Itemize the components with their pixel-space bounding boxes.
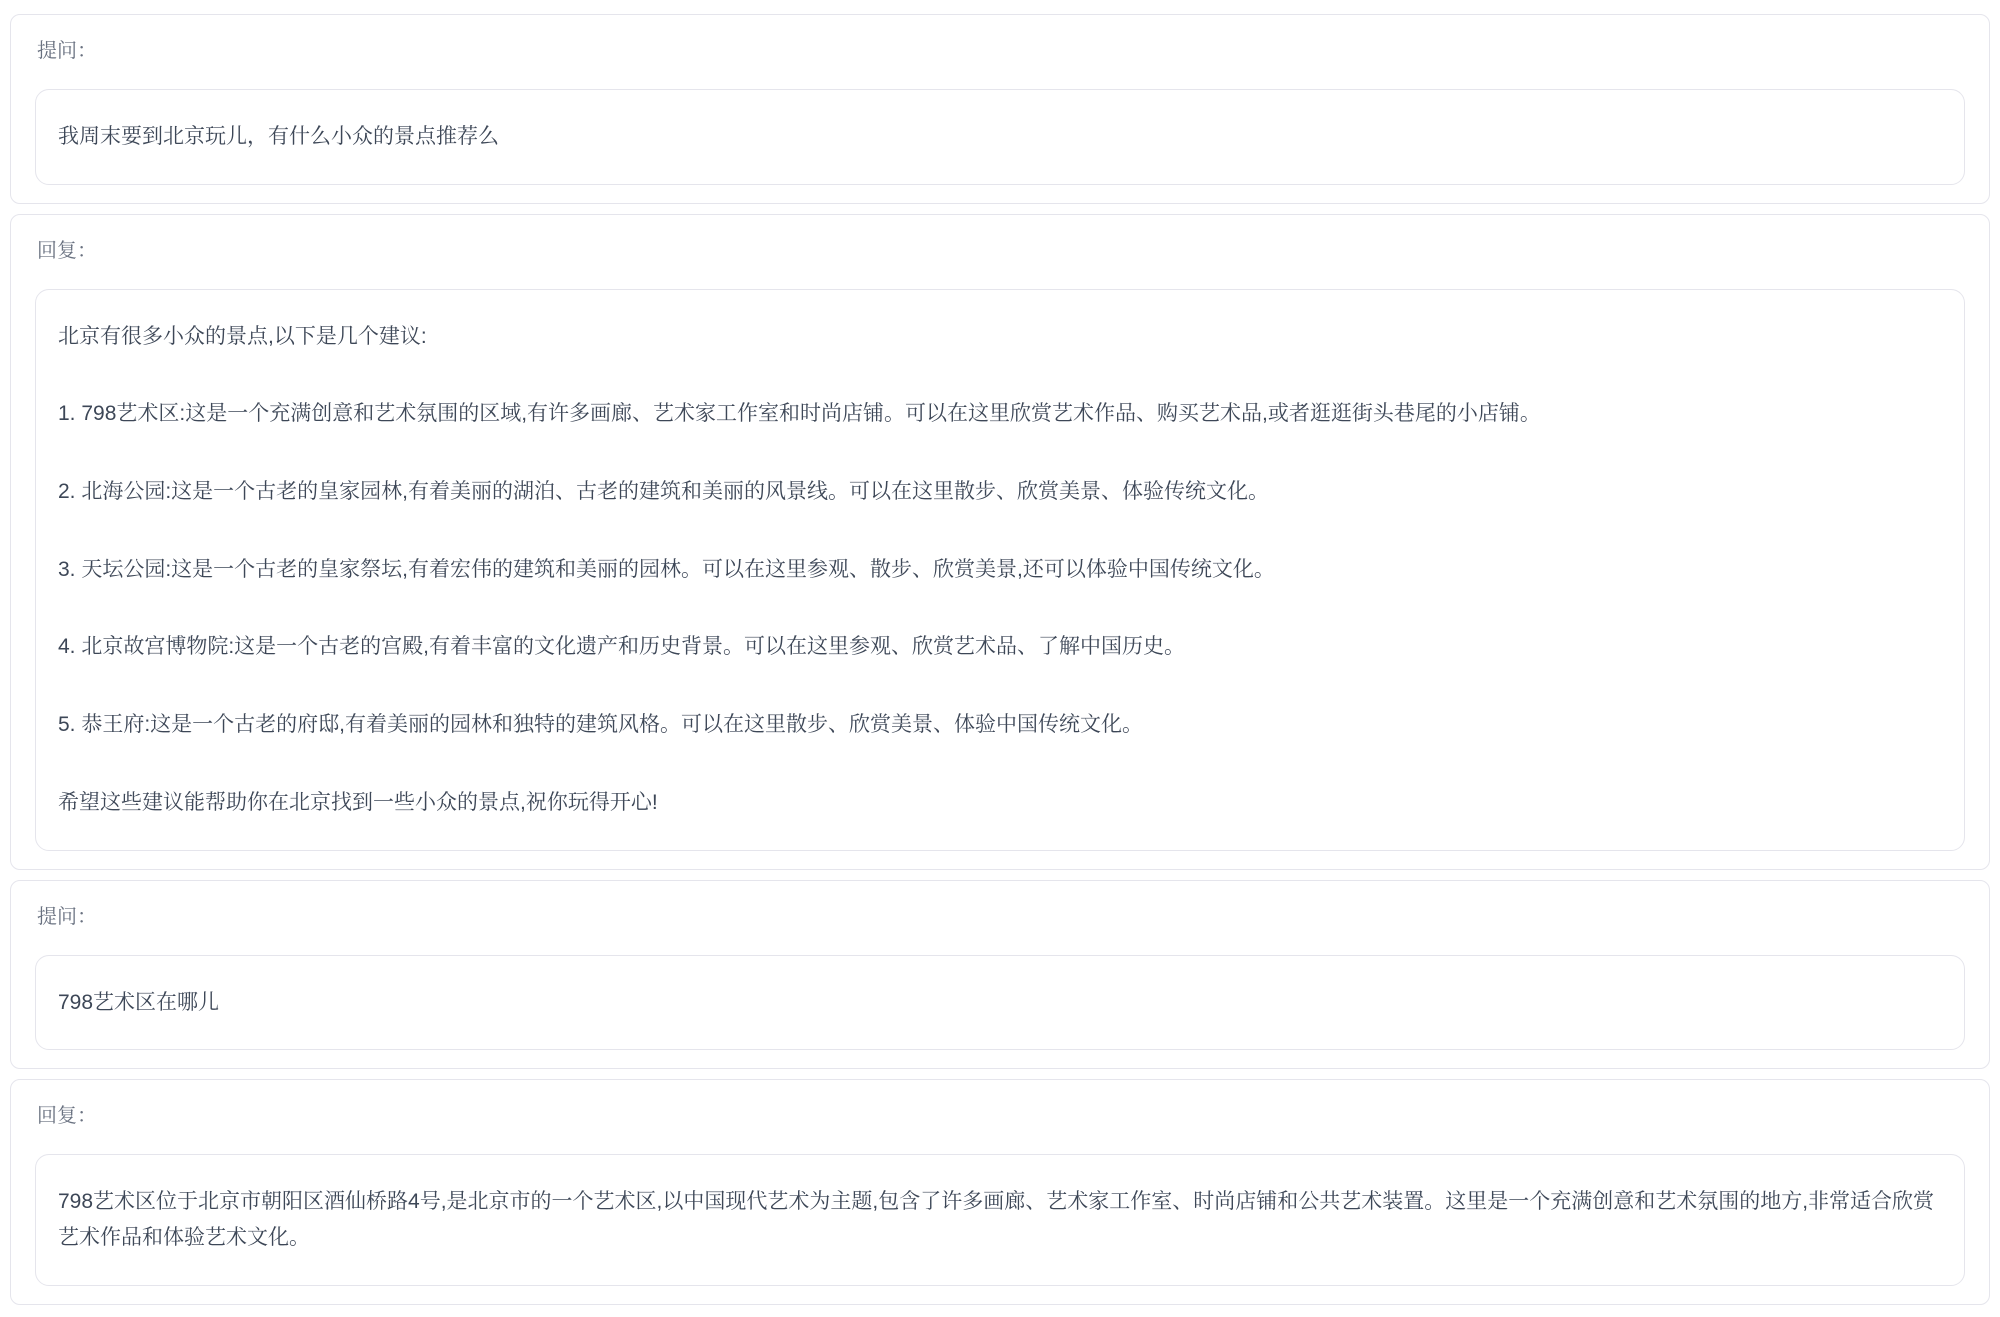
- answer-paragraph: 北京有很多小众的景点,以下是几个建议:: [58, 324, 427, 348]
- answer-label: 回复：: [37, 1105, 97, 1128]
- question-label: 提问：: [37, 40, 97, 62]
- question-text: 798艺术区在哪儿: [58, 990, 220, 1014]
- answer-label: 回复：: [37, 239, 97, 262]
- answer-paragraph: 5. 恭王府:这是一个古老的府邸,有着美丽的园林和独特的建筑风格。可以在这里散步、欣赏美景、体验中国传统文化。: [58, 713, 1144, 737]
- answer-paragraph: 2. 北海公园:这是一个古老的皇家园林,有着美丽的湖泊、古老的建筑和美丽的风景线。可以在这里散步、欣赏美景、体验传统文化。: [58, 480, 1270, 504]
- answer-section-1: [10, 214, 1990, 870]
- answer-output-1[interactable]: [35, 289, 1965, 851]
- answer-paragraph: 1. 798艺术区:这是一个充满创意和艺术氛围的区域,有许多画廊、艺术家工作室和时尚店铺。可以在这里欣赏艺术作品、购买艺术品,或者逛逛街头巷尾的小店铺。: [58, 402, 1541, 426]
- answer-paragraph: 希望这些建议能帮助你在北京找到一些小众的景点,祝你玩得开心!: [58, 790, 658, 814]
- question-label: 提问：: [37, 905, 97, 928]
- answer-paragraph: 4. 北京故宫博物院:这是一个古老的宫殿,有着丰富的文化遗产和历史背景。可以在这里参观、欣赏艺术品、了解中国历史。: [58, 635, 1186, 659]
- question-section-2: [10, 880, 1990, 1070]
- question-text: 我周末要到北京玩儿，有什么小众的景点推荐么: [58, 125, 499, 148]
- qa-thread: [10, 14, 1990, 1305]
- question-input-1[interactable]: [35, 89, 1965, 185]
- question-input-2[interactable]: [35, 955, 1965, 1051]
- question-section-1: [10, 14, 1990, 204]
- answer-paragraph: 3. 天坛公园:这是一个古老的皇家祭坛,有着宏伟的建筑和美丽的园林。可以在这里参观、散步、欣赏美景,还可以体验中国传统文化。: [58, 557, 1275, 581]
- answer-section-2: [10, 1079, 1990, 1304]
- answer-paragraph: 798艺术区位于北京市朝阳区酒仙桥路4号,是北京市的一个艺术区,以中国现代艺术为主题,包含了许多画廊、艺术家工作室、时尚店铺和公共艺术装置。这里是一个充满创意和艺术氛围的地方,非常适合欣赏艺术作品和体验艺术文化。: [58, 1190, 1935, 1249]
- answer-output-2[interactable]: [35, 1154, 1965, 1285]
